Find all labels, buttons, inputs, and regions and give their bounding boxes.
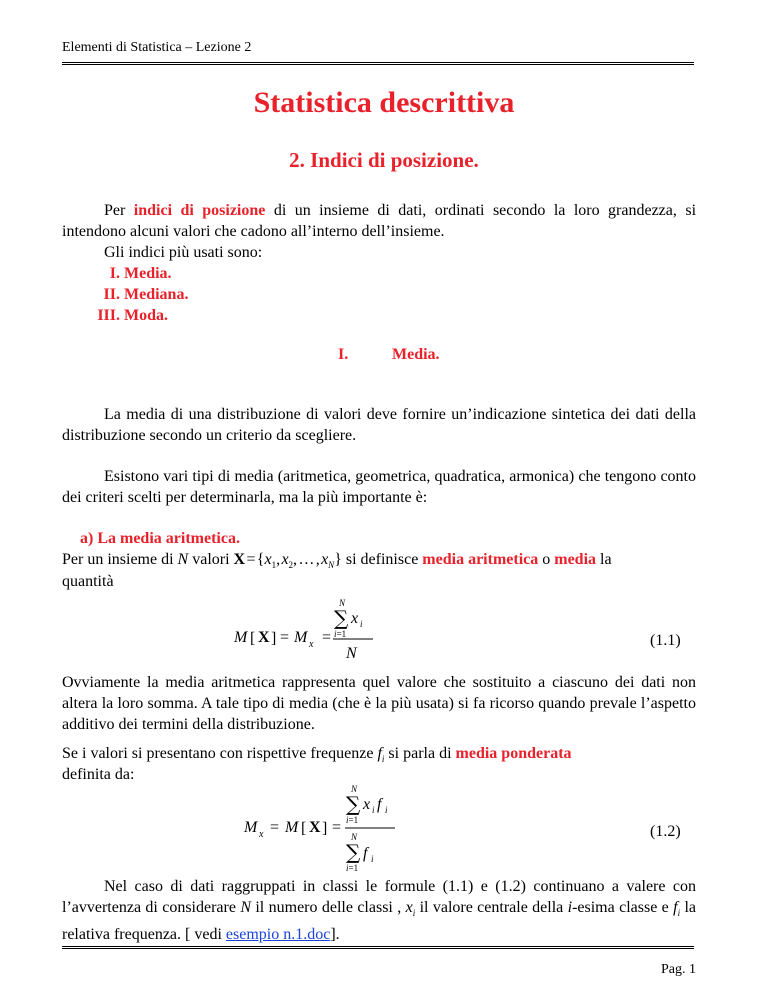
document-title: Statistica descrittiva — [253, 86, 515, 119]
set-notation: X = {$x_1$, $x_2$, … , $x_N$} — [233, 551, 342, 571]
paragraph-4: Nel caso di dati raggruppati in classi le formule (1.1) e (1.2) continuano a valere con l’avvertenza di considerare N il numero delle classi , $x_i$ il valore centrale della i-esima classe e $f_i$ la relativa frequenza. [ vedi esempio n.1.doc]. — [62, 878, 697, 944]
equation-number-1-2: (1.2) — [650, 823, 681, 840]
document-subtitle: 2. Indici di posizione. — [289, 148, 479, 172]
svg-text:i=1: i=1 — [334, 629, 347, 639]
svg-text:N: N — [351, 832, 358, 842]
svg-text:=: = — [270, 819, 280, 836]
svg-text:i: i — [385, 805, 388, 815]
weighted-line2: definita da: — [62, 766, 135, 783]
svg-text:i=1: i=1 — [346, 815, 359, 825]
svg-text:∑: ∑ — [346, 792, 361, 816]
svg-text:N: N — [351, 784, 358, 794]
page-number: Pag. 1 — [661, 962, 696, 977]
footer-rule — [62, 946, 694, 949]
svg-text:f: f — [377, 796, 382, 813]
svg-text:i=1: i=1 — [346, 863, 359, 873]
list-item: I. Media. — [109, 265, 172, 282]
equation-1-2 — [240, 778, 480, 874]
section-title: Media. — [392, 346, 440, 363]
svg-text:[: [ — [301, 820, 307, 837]
svg-text:M: M — [285, 819, 299, 836]
svg-text:[: [ — [250, 630, 256, 647]
svg-text:i: i — [360, 619, 363, 629]
svg-text:N: N — [346, 645, 357, 662]
svg-text:=: = — [332, 819, 342, 836]
list-item: II. Mediana. — [103, 286, 189, 303]
svg-text:M: M — [294, 629, 308, 646]
svg-text:∑: ∑ — [346, 840, 361, 864]
svg-text:=: = — [280, 629, 290, 646]
svg-text:x: x — [259, 829, 264, 840]
equation-1-1 — [230, 594, 470, 666]
intro-highlight: indici di posizione — [133, 202, 266, 219]
svg-text:=: = — [322, 629, 332, 646]
definition-line2: quantità — [62, 573, 114, 590]
equation-number-1-1: (1.1) — [650, 632, 681, 649]
weighted-paragraph: Se i valori si presentano con rispettive frequenze $f_i$ si parla di media ponderata — [62, 745, 572, 765]
page-header: Elementi di Statistica – Lezione 2 — [62, 40, 252, 55]
paragraph-1: La media di una distribuzione di valori deve fornire un’indicazione sintetica dei dati della distribuzione secondo un criterio da scegliere. — [62, 406, 696, 444]
svg-text:x: x — [309, 639, 314, 650]
svg-text:∑: ∑ — [334, 606, 349, 630]
svg-text:X: X — [258, 629, 270, 646]
subsection-title: a) La media aritmetica. — [80, 530, 240, 547]
svg-text:x: x — [351, 610, 359, 627]
svg-text:]: ] — [322, 820, 328, 837]
paragraph-3: Ovviamente la media aritmetica rappresenta quel valore che sostituito a ciascuno dei dati non altera la loro somma. A tale tipo di media (che è la più usata) si fa ricorso quando prevale l’aspetto additivo dei termini della distribuzione. — [62, 674, 696, 733]
section-number: I. — [338, 346, 349, 363]
list-item: III. Moda. — [97, 307, 168, 324]
definition-line: Per un insieme di N valori X = {$x_1$, $x_2$, … , $x_N$} si definisce media aritmetica o media la — [62, 551, 612, 571]
svg-text:M: M — [234, 629, 248, 646]
intro-paragraph: Per indici di posizione di un insieme di dati, ordinati secondo la loro grandezza, si intendono alcuni valori che cadono all’interno dell’insieme. — [62, 202, 697, 240]
svg-text:i: i — [372, 805, 375, 815]
header-rule — [62, 62, 694, 65]
example-link[interactable]: esempio n.1.doc — [225, 926, 331, 944]
paragraph-2: Esistono vari tipi di media (aritmetica, geometrica, quadratica, armonica) che tengono conto dei criteri scelti per determinarla, ma la più importante è: — [62, 468, 696, 506]
svg-text:]: ] — [271, 630, 277, 647]
svg-text:N: N — [339, 598, 346, 608]
svg-text:X: X — [309, 819, 321, 836]
svg-text:M: M — [244, 819, 258, 836]
svg-text:i: i — [371, 854, 374, 864]
svg-text:x: x — [363, 796, 371, 813]
intro-line2: Gli indici più usati sono: — [104, 244, 263, 261]
svg-text:f: f — [363, 845, 368, 862]
